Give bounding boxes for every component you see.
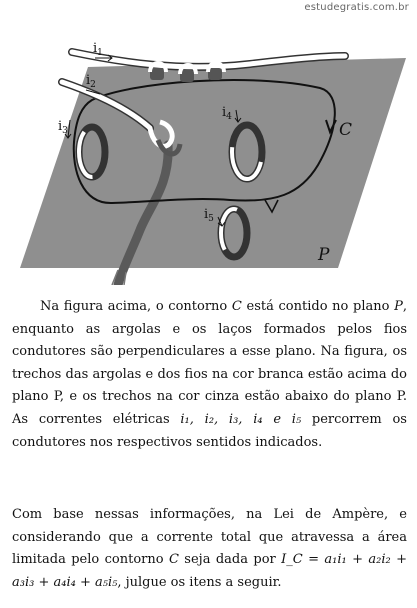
ampere-formula: I_C = a₁i₁ + a₂i₂ + a₃i₃ + a₄i₄ + a₅i₅	[12, 552, 408, 590]
ampere-figure	[0, 0, 417, 285]
label-i1: $i_1$	[93, 41, 103, 58]
label-c: C	[339, 120, 353, 140]
label-i3: $i_3$	[58, 119, 68, 136]
label-i2: $i_2$	[86, 73, 96, 90]
label-p: P	[318, 245, 330, 265]
watermark: estudegratis.com.br	[304, 2, 409, 13]
label-i5: $i_5$	[204, 207, 214, 224]
label-i4: $i_4$	[222, 105, 232, 122]
question-paragraph: Com base nessas informações, na Lei de Ampère, e considerando que a corrente total que atravessa a área limitada pelo contorno C seja dada por I_C = a₁i₁ + a₂i₂ + a₃i₃ + a₄i₄ + a₅i₅, julgue os itens a seguir.	[12, 507, 408, 590]
description-paragraph: Na figura acima, o contorno C está contido no plano P, enquanto as argolas e os laços formados pelos fios condutores são perpendiculares a esse plano. Na figura, os trechos das argolas e dos fios na cor branca estão acima do plano P, e os trechos na cor cinza estão abaixo do plano P. As correntes elétricas i₁, i₂, i₃, i₄ e i₅ percorrem os condutores nos respectivos sentidos indicados.	[12, 299, 407, 450]
